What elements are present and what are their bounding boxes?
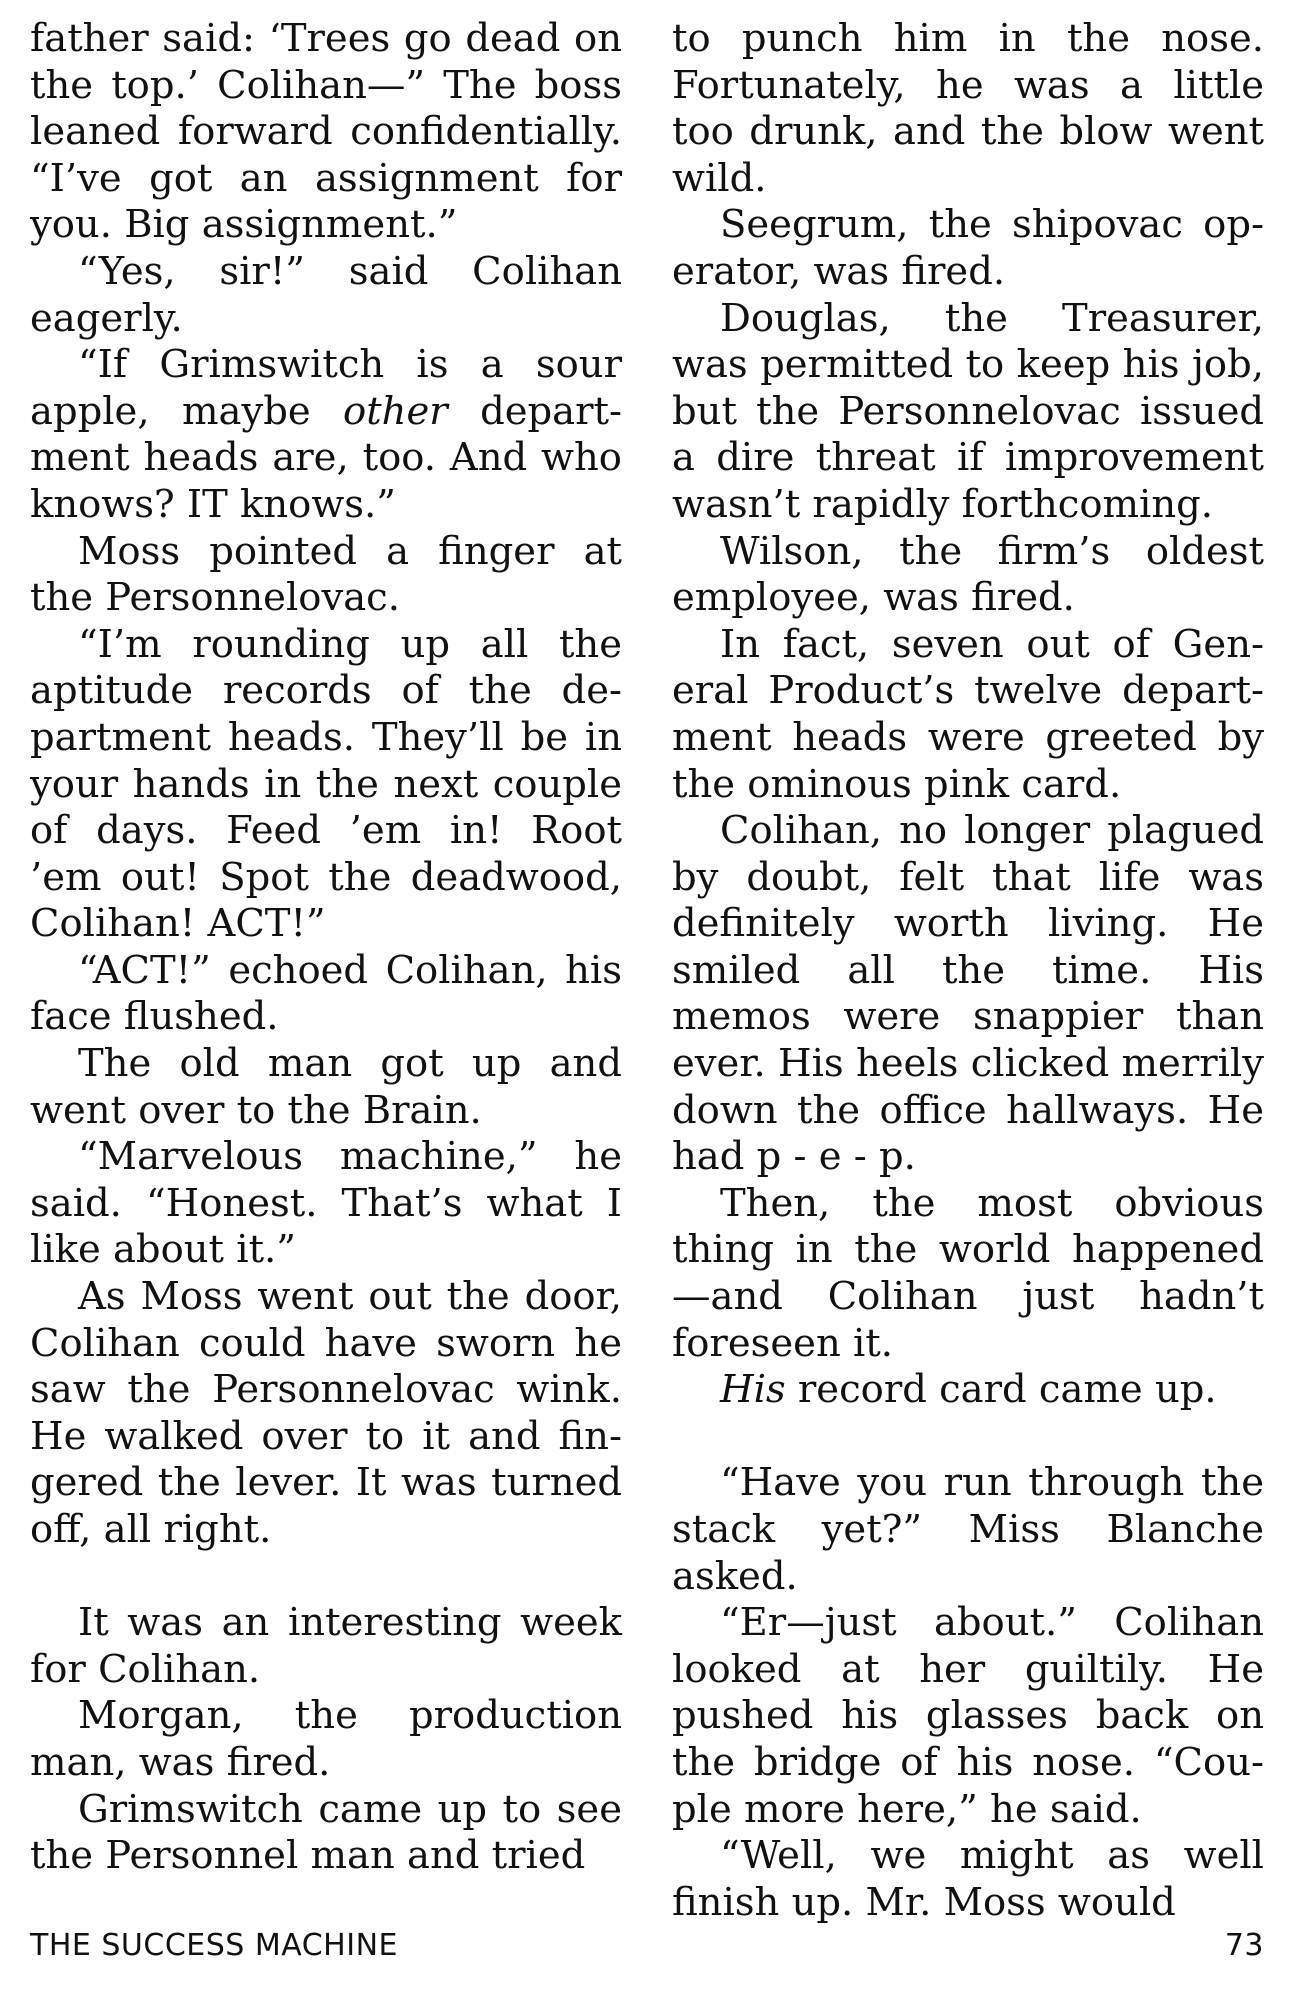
paragraph: “Yes, sir!” said Colihan eagerly. <box>30 248 622 341</box>
text-run: record card came up. <box>785 1367 1217 1413</box>
paragraph: “Marvelous machine,” he said. “Honest. That’s what I like about it.” <box>30 1134 622 1273</box>
paragraph: “I’m rounding up all the aptitude records of the department heads. They’ll be in your hands in the next couple of days. Feed ’em in! Root ’em out! Spot the deadwood, Colihan! ACT!” <box>30 621 622 947</box>
paragraph <box>30 342 622 528</box>
paragraph: father said: ‘Trees go dead on the top.’ Colihan—” The boss leaned forward confidentially. “I’ve got an assignment for you. Big assignment.” <box>30 16 622 248</box>
paragraph: “Have you run through the stack yet?” Miss Blanche asked. <box>672 1460 1264 1599</box>
paragraph <box>672 1367 1264 1414</box>
paragraph: Grimswitch came up to see the Personnel man and tried <box>30 1786 622 1879</box>
left-column <box>30 16 622 1880</box>
paragraph: Seegrum, the shipovac operator, was fired. <box>672 202 1264 294</box>
paragraph: to punch him in the nose. Fortunately, he was a little too drunk, and the blow went wild. <box>672 16 1264 201</box>
paragraph: In fact, seven out of General Product’s twelve department heads were greeted by the ominous pink card. <box>672 621 1264 807</box>
paragraph: Moss pointed a finger at the Personnelovac. <box>30 528 622 621</box>
paragraph: “Well, we might as well finish up. Mr. Moss would <box>672 1833 1264 1925</box>
text-run: “If Grimswitch is a sour apple, maybe <box>30 342 622 434</box>
section-break <box>30 1554 622 1601</box>
text-run: department heads are, too. And who knows? IT knows.” <box>30 388 622 527</box>
emphasis-text: other <box>343 388 448 434</box>
paragraph: “Er—just about.” Colihan looked at her guiltily. He pushed his glasses back on the bridge of his nose. “Couple more here,” he said. <box>672 1600 1264 1832</box>
paragraph: As Moss went out the door, Colihan could have sworn he saw the Personnelovac wink. He walked over to it and fingered the lever. It was turned off, all right. <box>30 1274 622 1552</box>
paragraph: The old man got up and went over to the Brain. <box>30 1041 622 1133</box>
right-column <box>672 16 1264 1926</box>
paragraph: It was an interesting week for Colihan. <box>30 1600 622 1692</box>
paragraph: Colihan, no longer plagued by doubt, felt that life was definitely worth living. He smiled all the time. His memos were snappier than ever. His heels clicked merrily down the office hallways. He had p - e - p. <box>672 808 1264 1180</box>
section-break <box>672 1414 1264 1461</box>
paragraph: Then, the most obvious thing in the world happened —and Colihan just hadn’t foreseen it. <box>672 1180 1264 1366</box>
page-number: 73 <box>1224 1928 1264 1963</box>
paragraph: “ACT!” echoed Colihan, his face flushed. <box>30 947 622 1040</box>
emphasis-text: His <box>720 1367 786 1413</box>
running-title: THE SUCCESS MACHINE <box>30 1928 398 1963</box>
paragraph: Wilson, the firm’s oldest employee, was fired. <box>672 528 1264 621</box>
paragraph: Douglas, the Treasurer, was permitted to keep his job, but the Personnelovac issued a dire threat if improvement wasn’t rapidly forthcoming. <box>672 295 1264 527</box>
paragraph: Morgan, the production man, was fired. <box>30 1693 622 1785</box>
